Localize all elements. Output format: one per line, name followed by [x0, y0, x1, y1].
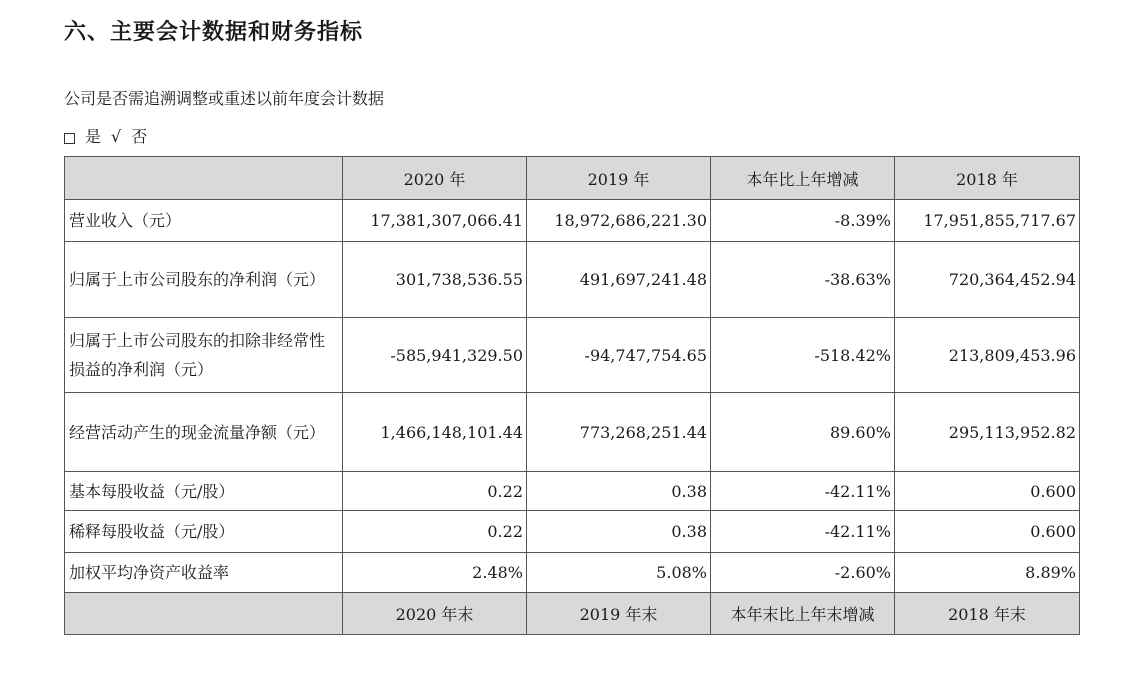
- footer-header-cell: 本年末比上年末增减: [711, 593, 895, 635]
- table-row: [65, 511, 1080, 553]
- value-cell: -42.11%: [711, 472, 895, 511]
- table-row: [65, 318, 1080, 393]
- row-label: 归属于上市公司股东的扣除非经常性损益的净利润（元）: [65, 318, 343, 393]
- value-cell: 1,466,148,101.44: [343, 393, 527, 472]
- value-cell: 2.48%: [343, 553, 527, 593]
- value-cell: 301,738,536.55: [343, 242, 527, 318]
- value-cell: -585,941,329.50: [343, 318, 527, 393]
- header-cell: 2018 年: [895, 157, 1080, 200]
- value-cell: 0.38: [527, 511, 711, 553]
- value-cell: -2.60%: [711, 553, 895, 593]
- value-cell: 491,697,241.48: [527, 242, 711, 318]
- value-cell: 213,809,453.96: [895, 318, 1080, 393]
- value-cell: 17,381,307,066.41: [343, 200, 527, 242]
- no-option-label: 否: [131, 127, 148, 146]
- footer-header-cell: 2018 年末: [895, 593, 1080, 635]
- value-cell: 0.22: [343, 472, 527, 511]
- value-cell: 8.89%: [895, 553, 1080, 593]
- header-cell: 2019 年: [527, 157, 711, 200]
- footer-corner-cell: [65, 593, 343, 635]
- table-row: [65, 393, 1080, 472]
- value-cell: 0.38: [527, 472, 711, 511]
- row-label: 归属于上市公司股东的净利润（元）: [65, 242, 343, 318]
- table-header-row: [65, 157, 1080, 200]
- row-label: 加权平均净资产收益率: [65, 553, 343, 593]
- value-cell: 89.60%: [711, 393, 895, 472]
- restate-question: 公司是否需追溯调整或重述以前年度会计数据: [64, 89, 385, 108]
- table-row: [65, 200, 1080, 242]
- header-cell: 2020 年: [343, 157, 527, 200]
- table-row: [65, 472, 1080, 511]
- value-cell: 18,972,686,221.30: [527, 200, 711, 242]
- yes-checkbox-icon[interactable]: [64, 133, 75, 144]
- value-cell: 0.600: [895, 511, 1080, 553]
- value-cell: 295,113,952.82: [895, 393, 1080, 472]
- value-cell: -38.63%: [711, 242, 895, 318]
- footer-header-cell: 2020 年末: [343, 593, 527, 635]
- row-label: 基本每股收益（元/股）: [65, 472, 343, 511]
- yes-option-label: 是: [85, 127, 102, 146]
- value-cell: 17,951,855,717.67: [895, 200, 1080, 242]
- value-cell: 5.08%: [527, 553, 711, 593]
- value-cell: -94,747,754.65: [527, 318, 711, 393]
- value-cell: -42.11%: [711, 511, 895, 553]
- value-cell: -8.39%: [711, 200, 895, 242]
- check-mark-icon: √: [111, 127, 122, 146]
- footer-header-cell: 2019 年末: [527, 593, 711, 635]
- financial-data-table: [64, 156, 1080, 635]
- value-cell: 720,364,452.94: [895, 242, 1080, 318]
- header-cell: 本年比上年增减: [711, 157, 895, 200]
- table-row: [65, 242, 1080, 318]
- section-title: 六、主要会计数据和财务指标: [64, 20, 364, 45]
- row-label: 经营活动产生的现金流量净额（元）: [65, 393, 343, 472]
- value-cell: 0.22: [343, 511, 527, 553]
- value-cell: -518.42%: [711, 318, 895, 393]
- restate-options: [64, 124, 157, 150]
- value-cell: 773,268,251.44: [527, 393, 711, 472]
- header-corner-cell: [65, 157, 343, 200]
- row-label: 营业收入（元）: [65, 200, 343, 242]
- value-cell: 0.600: [895, 472, 1080, 511]
- table-footer-header-row: [65, 593, 1080, 635]
- table-row: [65, 553, 1080, 593]
- row-label: 稀释每股收益（元/股）: [65, 511, 343, 553]
